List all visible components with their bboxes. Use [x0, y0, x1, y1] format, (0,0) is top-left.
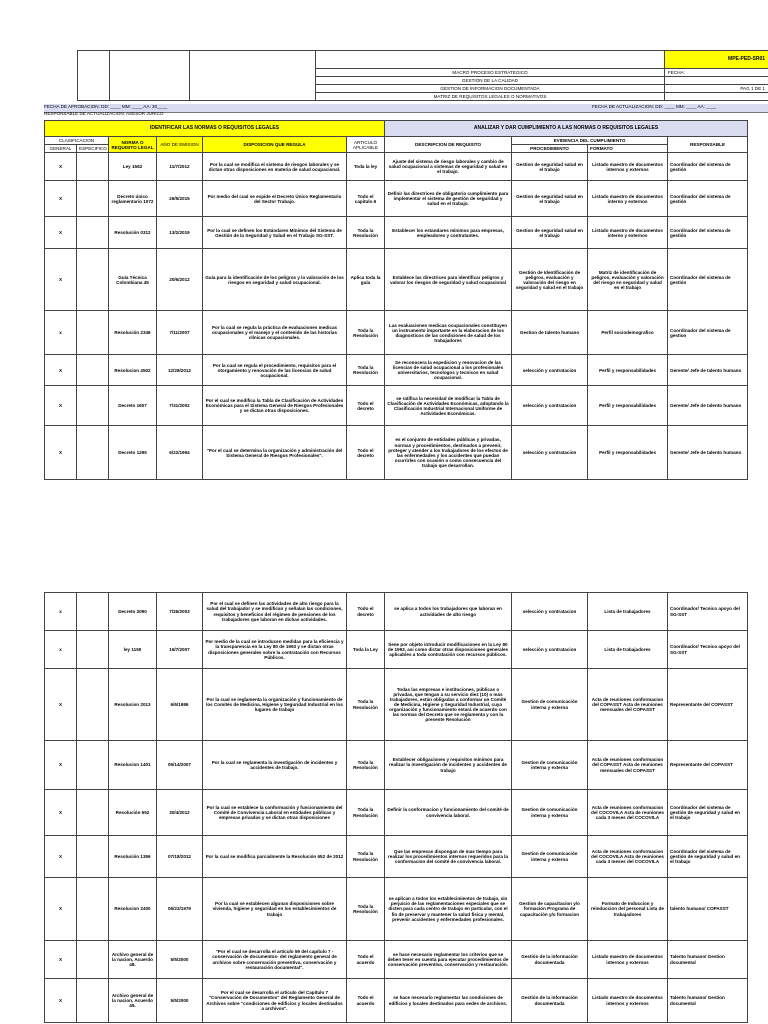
cell-formato: Acta de reuniones conformacion del COPASST Acta de reuniones mensuales del COPASST	[588, 741, 668, 790]
requirements-table-page-1	[44, 120, 748, 480]
fecha-label: FECHA:	[665, 69, 768, 77]
cell-procedimiento: Gestion de seguridad salud en el trabajo	[512, 217, 588, 249]
cell-descripcion: se hace necesario reglamentar las condiciones de edificios y locales destinados para sedes de archivos.	[385, 979, 512, 1023]
cell-especifico	[77, 249, 109, 311]
cell-disposicion: Por la cual se establecen algunas disposiciones sobre vivienda, higiene y seguridad en los establecimientos de trabajo	[203, 878, 347, 941]
table-row	[45, 355, 748, 386]
cell-procedimiento: selección y contratacion	[512, 355, 588, 386]
cell-norma: Resolucion 1401	[109, 741, 157, 790]
cell-disposicion: Por medio de la cual se introducen medidas para la eficiencia y la transparencia en la Ley 80 de 1993 y se dictan otras disposiciones generales sobre la contratación con Recursos Públicos.	[203, 631, 347, 669]
cell-disposicion: Por la cual se regula la práctica de evaluaciones medicas ocupacionales y el manejo y el contenido de las historias clínicas ocupacionales.	[203, 311, 347, 355]
col-general: GENERAL	[45, 145, 77, 153]
cell-anio: 05/14/2007	[157, 741, 203, 790]
cell-general: X	[45, 355, 77, 386]
cell-descripcion: Definir la conformacion y funcionamiento del comité de convivencia laboral.	[385, 790, 512, 836]
cell-procedimiento: Gestión de Identificación de peligros, evaluación y valoración del riesgo en seguridad y salud en el trabajo	[512, 249, 588, 311]
cell-procedimiento: selección y contratacion	[512, 386, 588, 426]
table-row	[45, 941, 748, 979]
cell-anio: 11/7/2012	[157, 153, 203, 181]
cell-disposicion: Por medio del cual se expide el Decreto Único Reglamentario del Sector Trabajo.	[203, 181, 347, 217]
table-row	[45, 249, 748, 311]
cell-responsable: Representante del COPASST	[668, 741, 748, 790]
cell-especifico	[77, 878, 109, 941]
cell-procedimiento: selección y contratacion	[512, 426, 588, 480]
update-responsible: RESPONSABLE DE ACTUALIZACION: ASESOR JURICO	[44, 111, 164, 116]
cell-norma: Resolucion 2400	[109, 878, 157, 941]
cell-especifico	[77, 836, 109, 878]
cell-articulo: Toda la Resolución	[347, 311, 385, 355]
cell-formato: Acta de reuniones conformacion del COCOVILA Acta de reuniones cada 3 meses del COCOVILA	[588, 790, 668, 836]
table-row	[45, 790, 748, 836]
col-especifico: ESPECIFICO	[77, 145, 109, 153]
cell-anio: 6/22/1994	[157, 426, 203, 480]
cell-descripcion: Todas las empresas e instituciones, públicas o privadas, que tengan a su servicio diez (10) o más trabajadores, están obligadas a conformar un Comité de Medicina, Higiene y Seguridad Industrial, cuya organización y funcionamiento estará de acuerdo con las normas del Decreto que se reglamenta y con la presente Resolución	[385, 669, 512, 741]
cell-descripcion: se aplica a todos los trabajadores que laboran en actividades de alto riesgo	[385, 593, 512, 631]
cell-norma: Decreto 1295	[109, 426, 157, 480]
cell-general: X	[45, 153, 77, 181]
table-row	[45, 593, 748, 631]
cell-articulo: Aplica toda la guía	[347, 249, 385, 311]
cell-formato: Lista de trabajadores	[588, 631, 668, 669]
logo-cell	[78, 51, 110, 101]
cell-articulo: Toda la ley	[347, 153, 385, 181]
cell-procedimiento: selección y contratacion	[512, 593, 588, 631]
cell-descripcion: Las evaluaciones medicas ocupacionales constituyen un instrumento importante en la elaboracion de los diagnosticos de las condiciones de salud de los trabajadores	[385, 311, 512, 355]
cell-procedimiento: Gestion de comunicación interna y externa	[512, 790, 588, 836]
cell-procedimiento: Gestion de seguridad salud en el trabajo	[512, 181, 588, 217]
cell-formato: Listado maestro de documentos internos y externos	[588, 979, 668, 1023]
cell-disposicion: Por la cual se modifica parcialmente la Resolución 652 de 2012	[203, 836, 347, 878]
cell-norma: Archivo general de la nacion, Acuerdo 48.	[109, 941, 157, 979]
col-procedimiento: PROCEDIMIENTO	[512, 145, 588, 153]
logo-cell-3	[190, 51, 316, 101]
cell-articulo: Toda la Resolución	[347, 355, 385, 386]
col-descripcion: DESCRIPCION DE REQUISITO	[385, 137, 512, 153]
cell-norma: Decreto único reglamentario 1072	[109, 181, 157, 217]
cell-norma: Resolución 2346	[109, 311, 157, 355]
cell-anio: 6/6/1986	[157, 669, 203, 741]
cell-articulo: Toda la Resolución	[347, 217, 385, 249]
col-responsable: RESPONSABLE	[668, 137, 748, 153]
cell-responsable: Talento humano/ Gestion documental	[668, 941, 748, 979]
cell-procedimiento: Gestion de comunicación interna y externa	[512, 836, 588, 878]
cell-formato: Listado maestro de documentos internos y externos	[588, 153, 668, 181]
cell-disposicion: Por el cual se definen las actividades de alto riesgo para la salud del trabajador y se modifican y señalan las condiciones, requisitos y beneficios del régimen de pensiones de los trabajadores que laboran en dichas actividades.	[203, 593, 347, 631]
cell-disposicion: "Por el cual se desarrolla el artículo 59 del capítulo 7 - conservación de documentos- del reglamento general de archivos sobre conservación preventiva, conservación y restauración documental".	[203, 941, 347, 979]
cell-descripcion: se ratifica la necesidad de modificar la Tabla de Clasificación de Actividades Económicas, adoptando la Clasificación Industrial Internacional Uniforme de Actividades Económicas.	[385, 386, 512, 426]
approval-date: FECHA DE APROBACION: DD: ____ MM: ____ AA: 20____	[44, 104, 168, 109]
cell-anio: 7/31/2002	[157, 386, 203, 426]
cell-especifico	[77, 669, 109, 741]
cell-anio: 20/6/2012	[157, 249, 203, 311]
cell-procedimiento: selección y contratacion	[512, 631, 588, 669]
col-norma: NORMA O REQUISITO LEGAL	[109, 137, 157, 153]
cell-general: x	[45, 311, 77, 355]
cell-responsable: Coordinador del sistema de gestion	[668, 311, 748, 355]
cell-especifico	[77, 741, 109, 790]
cell-especifico	[77, 941, 109, 979]
cell-norma: Resolucion 2013	[109, 669, 157, 741]
cell-general: X	[45, 217, 77, 249]
cell-disposicion: Por la cual se definen los Estándares Mínimos del Sistema de Gestión de la Seguridad y Salud en el Trabajo SG-SST.	[203, 217, 347, 249]
update-row	[44, 111, 768, 117]
cell-formato: Perfil y responsabilidades	[588, 386, 668, 426]
cell-disposicion: Por la cual se establece la conformación y funcionamiento del Comité de Convivencia Laboral en entidades públicas y empresas privadas y se dictan otras disposiciones	[203, 790, 347, 836]
cell-descripcion: Establecer los estandares minimos para empresas, empleadores y contratantes.	[385, 217, 512, 249]
cell-articulo: Todo el decreto	[347, 426, 385, 480]
cell-descripcion: Se reconocera la expedicion y renovacion de las licencias de salud ocupacional a los profesionales universitarios, tecnologos y tecnicos en salud ocupacional.	[385, 355, 512, 386]
cell-anio: 30/4/2012	[157, 790, 203, 836]
cell-formato: Perfil sociodemografico	[588, 311, 668, 355]
cell-descripcion: Ajuste del sistema de riesgo laborales y cambio de salud ocupacional a sistemas de seguridad y salud en el trabajo.	[385, 153, 512, 181]
cell-formato: Lista de trabajadores	[588, 593, 668, 631]
table-row	[45, 311, 748, 355]
cell-disposicion: "Por el cual se determina la organización y administración del Sistema General de Riesgos Profesionales".	[203, 426, 347, 480]
cell-procedimiento: Gestión de la información documentada	[512, 979, 588, 1023]
cell-norma: ley 1150	[109, 631, 157, 669]
cell-especifico	[77, 593, 109, 631]
cell-articulo: Todo el decreto	[347, 386, 385, 426]
cell-anio: 16/7/2007	[157, 631, 203, 669]
table-row	[45, 878, 748, 941]
cell-general: x	[45, 631, 77, 669]
cell-general: X	[45, 426, 77, 480]
cell-formato: Matriz de identificación de peligros, evaluación y valoración del riesgo en seguridad y salud en el trabajo	[588, 249, 668, 311]
cell-articulo: Todo el acuerdo	[347, 941, 385, 979]
cell-general: X	[45, 790, 77, 836]
cell-responsable: Coordinador/ Tecnico apoyo del SG-SST	[668, 593, 748, 631]
cell-anio: 5/5/2000	[157, 979, 203, 1023]
cell-especifico	[77, 181, 109, 217]
table-row	[45, 979, 748, 1023]
header-line-1: MACRO PROCESO ESTRATEGICO	[316, 69, 665, 77]
cell-procedimiento: Gestion de comunicación interna y externa	[512, 741, 588, 790]
cell-general: X	[45, 836, 77, 878]
cell-especifico	[77, 153, 109, 181]
cell-anio: 07/18/2012	[157, 836, 203, 878]
update-date: FECHA DE ACTUALIZACION: DD: ____ MM: ____ AA: ____	[592, 104, 717, 109]
table-row	[45, 426, 748, 480]
cell-disposicion: Por la cual se regula el procedimiento, requisitos para el otorgamiento y renovación de las licencias de salud ocupacional.	[203, 355, 347, 386]
section-analyze: ANALIZAR Y DAR CUMPLIMIENTO A LAS NORMAS O REQUISITOS LEGALES	[385, 121, 748, 137]
cell-articulo: Toda la Resolución	[347, 836, 385, 878]
header-line-4: MATRIZ DE REQUISITOS LEGALES O NORMATIVOS	[316, 93, 665, 101]
cell-responsable: Coordinador del sistema de gestión	[668, 181, 748, 217]
cell-norma: Resolución 0312	[109, 217, 157, 249]
col-formato: FORMATO	[588, 145, 668, 153]
cell-disposicion: Por el cual se modifica la Tabla de Clasificación de Actividades Económicas para el Sistema General de Riesgos Profesionales y se dictan otras disposiciones.	[203, 386, 347, 426]
cell-formato: Listado maestro de documentos interno y externos	[588, 181, 668, 217]
table-row	[45, 153, 748, 181]
cell-anio: 26/5/2015	[157, 181, 203, 217]
table-row	[45, 669, 748, 741]
cell-responsable: Gerente/ Jefe de talento humano	[668, 426, 748, 480]
table-row	[45, 631, 748, 669]
cell-especifico	[77, 311, 109, 355]
cell-responsable: Representante del COPASST	[668, 669, 748, 741]
cell-responsable: Coordinador del sistema de gestión	[668, 249, 748, 311]
cell-responsable: Coordinador del sistema de gestión	[668, 217, 748, 249]
cell-articulo: Toda la Resolución	[347, 669, 385, 741]
cell-anio: 05/22/1979	[157, 878, 203, 941]
cell-disposicion: Por el cual se desarrolla el artículo del Capítulo 7 "Conservación de Documentos" del Reglamento General de Archivos sobre "condiciones de edificios y locales destinados a archivos".	[203, 979, 347, 1023]
section-identify: IDENTIFICAR LAS NORMAS O REQUISITOS LEGALES	[45, 121, 385, 137]
cell-descripcion: tiene por objeto introducir modificaciones en la Ley 80 de 1993, así como dictar otras disposiciones generales aplicables a toda contratación con recursos públicos.	[385, 631, 512, 669]
cell-formato: Perfil y responsabilidades	[588, 355, 668, 386]
cell-anio: 12/28/2012	[157, 355, 203, 386]
cell-formato: Listado maestro de documentos interno y externos	[588, 217, 668, 249]
header-line-2: GESTION DE LA CALIDAD	[316, 77, 665, 85]
cell-responsable: Coordinador/ Tecnico apoyo del SG-SST	[668, 631, 748, 669]
cell-responsable: talento humano/ COPASST	[668, 878, 748, 941]
cell-general: X	[45, 181, 77, 217]
table-row	[45, 836, 748, 878]
col-articulo: ARTICULO APLICABLE	[347, 137, 385, 153]
cell-especifico	[77, 217, 109, 249]
cell-procedimiento: Gestion de comunicación interna y externa	[512, 669, 588, 741]
cell-especifico	[77, 979, 109, 1023]
cell-procedimiento: Gestión de la información documentada	[512, 941, 588, 979]
col-anio: AÑO DE EMISION	[157, 137, 203, 153]
cell-general: X	[45, 249, 77, 311]
cell-articulo: Todo el decreto	[347, 593, 385, 631]
cell-disposicion: Por la cual se reglamenta la organización y funcionamiento de los Comités de Medicina, Higiene y Seguridad Industrial en los lugares de trabajo	[203, 669, 347, 741]
table-row	[45, 741, 748, 790]
cell-anio: 13/2/2019	[157, 217, 203, 249]
rows-page-1	[45, 153, 748, 480]
cell-anio: 7/26/2003	[157, 593, 203, 631]
cell-formato: Formato de Induccion y reinduccion del personal Lista de trabajadores	[588, 878, 668, 941]
cell-general: X	[45, 941, 77, 979]
cell-norma: Ley 1562	[109, 153, 157, 181]
cell-articulo: Todo el acuerdo	[347, 979, 385, 1023]
cell-norma: Guía Técnica Colombiana 45	[109, 249, 157, 311]
cell-articulo: Toda la Resolución	[347, 741, 385, 790]
cell-disposicion: Guía para la identificación de los peligros y la valoración de los riesgos en seguridad y salud ocupacional.	[203, 249, 347, 311]
cell-formato: Listado maestro de documentos internos y externos	[588, 941, 668, 979]
document-code: MPE-PED-SR01	[665, 51, 768, 69]
cell-general: X	[45, 878, 77, 941]
cell-responsable: Gerente/ Jefe de talento humano	[668, 355, 748, 386]
cell-articulo: Toda la Ley	[347, 631, 385, 669]
cell-descripcion: es el conjunto de entidades públicas y privadas, normas y procedimientos, destinados a prevenir, proteger y atender a los trabajadores de los efectos de las enfermedades y los accidentes que puedan ocurrirles con ocasión o como consecuencia del trabajo que desarrollan.	[385, 426, 512, 480]
table-row	[45, 386, 748, 426]
rows-page-2	[45, 593, 748, 1023]
cell-general: X	[45, 979, 77, 1023]
cell-procedimiento: Gestion de talento humano	[512, 311, 588, 355]
cell-responsable: Coordinador del sistema de gestión de seguridad y salud en el trabajo	[668, 836, 748, 878]
header-line-3: GESTION DE INFORMACION DOCUMENTADA	[316, 85, 665, 93]
cell-procedimiento: Gestion de seguridad salud en el trabajo	[512, 153, 588, 181]
cell-general: x	[45, 593, 77, 631]
cell-descripcion: Establecer obligaciones y requisitos mínimos para realizar la investigación de incidentes y accidentes de trabajo	[385, 741, 512, 790]
cell-especifico	[77, 631, 109, 669]
cell-anio: 7/11/2007	[157, 311, 203, 355]
cell-general: X	[45, 741, 77, 790]
cell-general: X	[45, 386, 77, 426]
cell-norma: Decreto 1607	[109, 386, 157, 426]
cell-especifico	[77, 790, 109, 836]
page-label: PAG 1 DE 1	[665, 85, 768, 93]
cell-formato: Acta de reuniones conformacion del COCOVILA Acta de reuniones cada 3 meses del COCOVILA	[588, 836, 668, 878]
cell-disposicion: Por la cual se reglamenta la investigación de incidentes y accidentes de trabajo.	[203, 741, 347, 790]
table-row	[45, 217, 748, 249]
cell-descripcion: se hace necesario reglamentar los criterios que se deben tener en cuenta para ejecutar procedimientos de conservación preventiva, conservación y restauración.	[385, 941, 512, 979]
cell-formato: Acta de reuniones conformacion del COPASST Acta de reuniones mensuales del COPASST	[588, 669, 668, 741]
cell-descripcion: Que las empresas dispongan de mas tiempo para realizar los procedimientos internos requeridos para la conformacion del comité de convivencia laboral.	[385, 836, 512, 878]
cell-norma: Resolución 1356	[109, 836, 157, 878]
cell-norma: Archivo general de la nacion, Acuerdo 49.	[109, 979, 157, 1023]
col-evidencia: EVIDENCIA DEL CUMPLIMIENTO	[512, 137, 668, 145]
cell-especifico	[77, 426, 109, 480]
cell-descripcion: se aplican a todos los establecimientos de trabajo, sin perjuicio de las reglamentaciones especiales que se dicten para cada centro de trabajo en particular, con el fin de preservar y mantener la salud física y mental, prevenir accidentes y enfermedades profesionales.	[385, 878, 512, 941]
cell-procedimiento: Gestion de capacitacion y/o formacion Programa de capacitación y/o formacion	[512, 878, 588, 941]
col-clasificacion: CLASIFICACION	[45, 137, 109, 145]
cell-especifico	[77, 386, 109, 426]
cell-disposicion: Por la cual se modifica el sistema de riesgos laborales y se dictan otras disposiciones en materia de salud ocupacional.	[203, 153, 347, 181]
logo-cell-2	[110, 51, 190, 101]
cell-descripcion: Establece las directrices para identificar peligros y valorar los riesgos de seguridad y salud ocupacional	[385, 249, 512, 311]
col-disposicion: DISPOSICION QUE REGULA	[203, 137, 347, 153]
table-row	[45, 181, 748, 217]
cell-responsable: Coordinador del sistema de gestión de seguridad y salud en el trabajo	[668, 790, 748, 836]
cell-general: X	[45, 669, 77, 741]
cell-norma: Decreto 2090	[109, 593, 157, 631]
cell-anio: 5/5/2000	[157, 941, 203, 979]
cell-norma: Resolución 652	[109, 790, 157, 836]
cell-descripcion: Definir las directrices de obligatorio cumplimiento para implementar el sistema de gestión de seguridad y salud en el trabajo.	[385, 181, 512, 217]
document-header	[77, 50, 768, 101]
cell-articulo: Todo el capitulo 6	[347, 181, 385, 217]
cell-responsable: Gerente/ Jefe de talento humano	[668, 386, 748, 426]
cell-formato: Perfil y responsabilidades	[588, 426, 668, 480]
cell-especifico	[77, 355, 109, 386]
cell-norma: Resolucion 4502	[109, 355, 157, 386]
cell-articulo: Toda la Resolución	[347, 878, 385, 941]
requirements-table-page-2	[44, 592, 748, 1023]
cell-responsable: Talento humano/ Gestion documental	[668, 979, 748, 1023]
cell-articulo: Toda la Resolución	[347, 790, 385, 836]
cell-responsable: Coordinador del sistema de gestión	[668, 153, 748, 181]
